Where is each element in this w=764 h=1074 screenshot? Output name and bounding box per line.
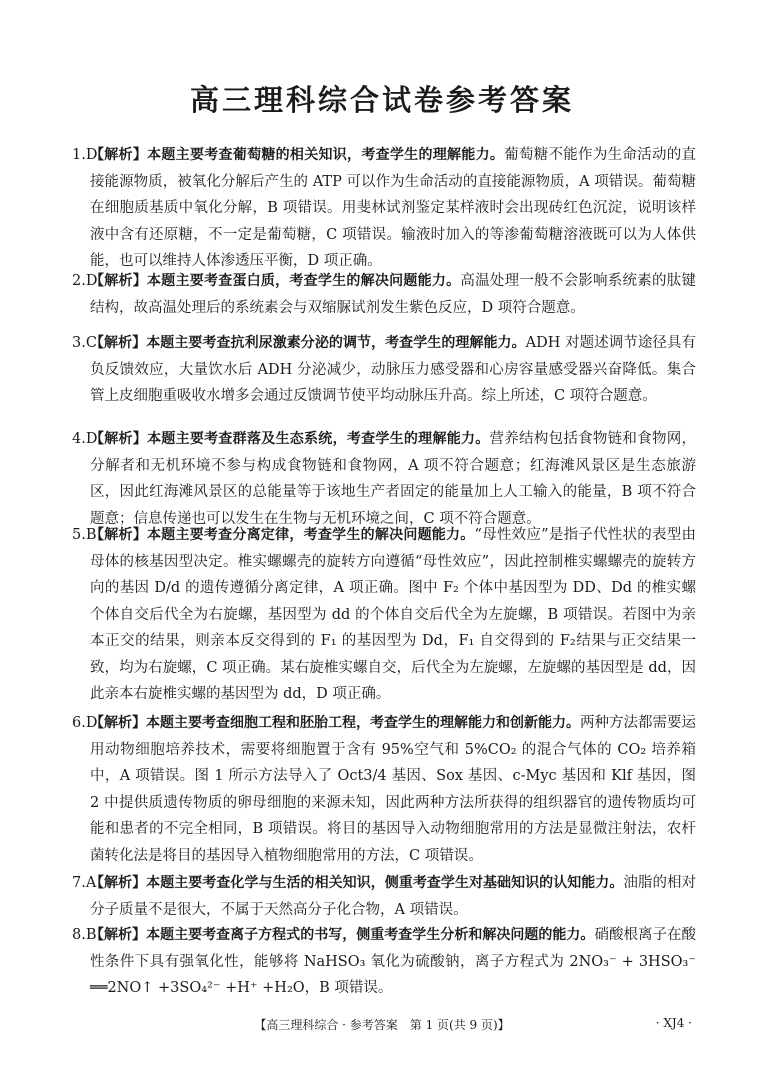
analysis-body: 两种方法都需要运用动物细胞培养技术，需要将细胞置于含有 95%空气和 5%CO₂ 的混合气体的 CO₂ 培养箱中，A 项错误。图 1 所示方法导入了 Oct3/4 基因、Sox 基因、c-Myc 基因和 Klf 基因，图 2 中提供质遗传物质的卵母细胞的来源未知，因此两种方法所获得的组织器官的遗传物质均可能和患者的不完全相同，B 项错误。将目的基因导入动物细胞常用的方法是显微注射法，农杆菌转化法是将目的基因导入植物细胞常用的方法，C 项错误。	[90, 715, 696, 864]
answer-number: 1.D	[72, 147, 98, 163]
analysis-tag: 【解析】	[90, 335, 147, 351]
answer-number: 6.D	[72, 715, 98, 731]
answer-item-5	[72, 522, 696, 708]
answer-item-1	[72, 142, 696, 275]
answer-number: 2.D	[72, 273, 98, 289]
footer-page-info: 【高三理科综合 · 参考答案 第 1 页(共 9 页)】	[254, 1018, 510, 1032]
answer-item-8	[72, 922, 696, 1002]
analysis-body: ADH 对题述调节途径具有负反馈效应，大量饮水后 ADH 分泌减少，动脉压力感受器和心房容量感受器兴奋降低。集合管上皮细胞重吸收水增多会通过反馈调节使平均动脉压升高。综上所述，C 项符合题意。	[90, 335, 697, 404]
analysis-lead: 本题主要考查群落及生态系统，考查学生的理解能力。	[147, 431, 490, 447]
analysis-lead: 本题主要考查化学与生活的相关知识，侧重考查学生对基础知识的认知能力。	[146, 875, 624, 891]
answer-number: 4.D	[72, 431, 98, 447]
answer-item-7	[72, 870, 696, 923]
footer-code: · XJ4 ·	[655, 1016, 692, 1030]
answer-item-4	[72, 426, 696, 532]
answer-number: 8.B	[72, 927, 97, 943]
answer-item-6	[72, 710, 696, 869]
analysis-tag: 【解析】	[90, 527, 147, 543]
analysis-body: 营养结构包括食物链和食物网，分解者和无机环境不参与构成食物链和食物网，A 项不符合题意；红海滩风景区是生态旅游区，因此红海滩风景区的总能量等于该地生产者固定的能量加上人工输入的能量，B 项不符合题意；信息传递也可以发生在生物与无机环境之间，C 项不符合题意。	[90, 431, 697, 527]
analysis-tag: 【解析】	[90, 273, 147, 289]
analysis-lead: 本题主要考查葡萄糖的相关知识，考查学生的理解能力。	[147, 147, 505, 163]
analysis-tag: 【解析】	[90, 875, 147, 891]
answer-number: 5.B	[72, 527, 97, 543]
analysis-tag: 【解析】	[90, 715, 146, 731]
answer-item-2	[72, 268, 696, 321]
analysis-body: 葡萄糖不能作为生命活动的直接能源物质，被氧化分解后产生的 ATP 可以作为生命活动的直接能源物质，A 项错误。葡萄糖在细胞质基质中氧化分解，B 项错误。用斐林试剂鉴定某样液时会出现砖红色沉淀，说明该样液中含有还原糖，不一定是葡萄糖，C 项错误。输液时加入的等渗葡萄糖溶液既可以为人体供能，也可以维持人体渗透压平衡，D 项正确。	[90, 147, 697, 269]
analysis-lead: 本题主要考查抗利尿激素分泌的调节，考查学生的理解能力。	[146, 335, 526, 351]
analysis-lead: 本题主要考查蛋白质，考查学生的解决问题能力。	[146, 273, 461, 289]
analysis-body: 高温处理一般不会影响系统素的肽键结构，故高温处理后的系统素会与双缩脲试剂发生紫色反应，D 项符合题意。	[90, 273, 697, 316]
analysis-lead: 本题主要考查分离定律，考查学生的解决问题能力。	[146, 527, 475, 543]
analysis-lead: 本题主要考查离子方程式的书写，侧重考查学生分析和解决问题的能力。	[146, 927, 595, 943]
answer-number: 3.C	[72, 335, 97, 351]
analysis-lead: 本题主要考查细胞工程和胚胎工程，考查学生的理解能力和创新能力。	[146, 715, 580, 731]
analysis-body: 硝酸根离子在酸性条件下具有强氧化性，能够将 NaHSO₃ 氧化为硫酸钠，离子方程式为 2NO₃⁻ + 3HSO₃⁻ ══2NO↑ +3SO₄²⁻ +H⁺ +H₂O，B 项错误。	[90, 927, 697, 996]
analysis-body: 油脂的相对分子质量不是很大，不属于天然高分子化合物，A 项错误。	[90, 875, 697, 918]
analysis-tag: 【解析】	[90, 927, 147, 943]
answer-item-3	[72, 330, 696, 410]
analysis-body: “母性效应”是指子代性状的表型由母体的核基因型决定。椎实螺螺壳的旋转方向遵循“母性效应”，因此控制椎实螺螺壳的旋转方向的基因 D/d 的遗传遵循分离定律，A 项正确。图中 F₂ 个体中基因型为 DD、Dd 的椎实螺个体自交后代全为右旋螺，基因型为 dd 的个体自交后代全为左旋螺，B 项错误。若图中为亲本正交的结果，则亲本反交得到的 F₁ 的基因型为 Dd，F₁ 自交得到的 F₂结果与正交结果一致，均为右旋螺，C 项正确。某右旋椎实螺自交，后代全为左旋螺，左旋螺的基因型是 dd，因此亲本右旋椎实螺的基因型为 dd，D 项正确。	[90, 527, 697, 702]
analysis-tag: 【解析】	[90, 431, 148, 447]
analysis-tag: 【解析】	[90, 147, 148, 163]
document-title: 高三理科综合试卷参考答案	[189, 83, 574, 117]
answer-number: 7.A	[72, 875, 97, 891]
